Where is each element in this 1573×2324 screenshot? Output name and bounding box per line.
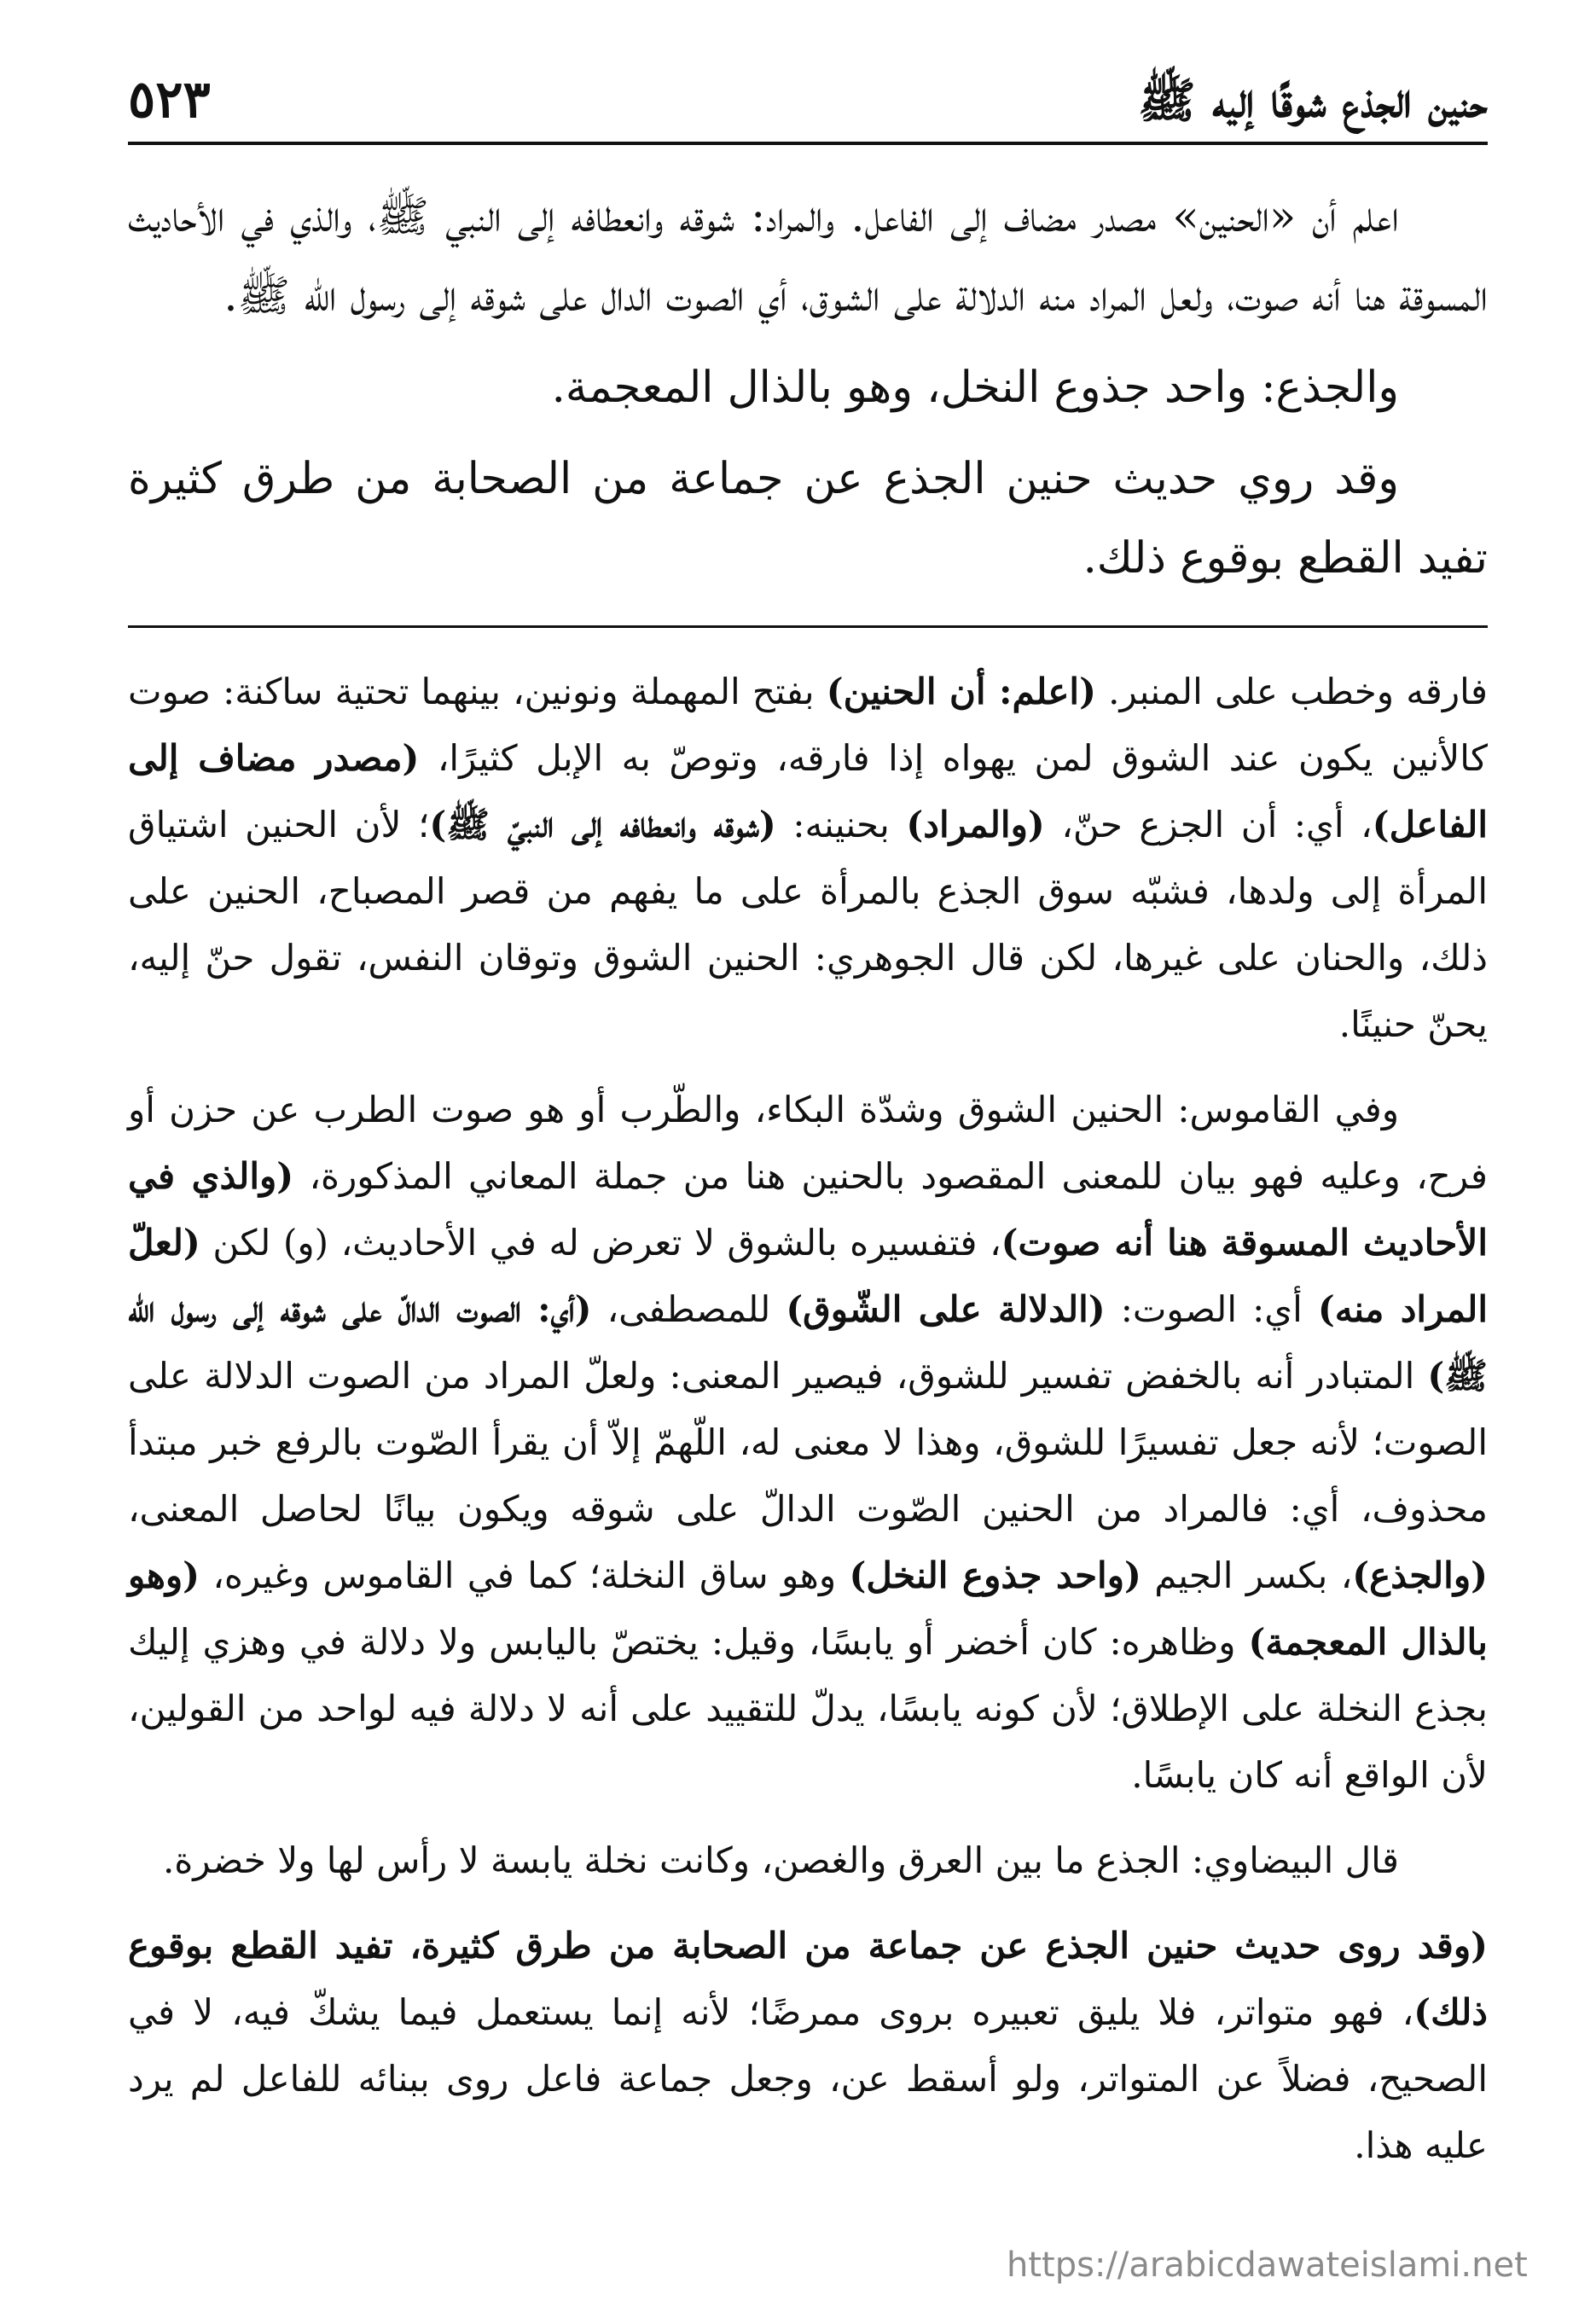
commentary-text: بحنينه: xyxy=(775,804,907,845)
commentary-text: وهو ساق النخلة؛ كما في القاموس وغيره، xyxy=(200,1554,850,1596)
commentary-paragraph xyxy=(128,1913,1488,2179)
commentary-text: فارقه وخطب على المنبر. xyxy=(1095,671,1488,712)
commentary-text: بفتح المهملة ونونين، بينهما تحتية ساكنة: صوت كالأنين يكون عند الشوق لمن يهواه إذا فارقه، وتوصّ به الإبل كثيرًا، xyxy=(128,671,1488,779)
quoted-phrase: (وهو بالذال المعجمة) xyxy=(128,1554,1488,1663)
book-page xyxy=(128,60,1488,2324)
commentary-text: ، أي: أن الجزع حنّ، xyxy=(1044,804,1373,845)
commentary-text: ؛ لأن الحنين اشتياق المرأة إلى ولدها، فشبّه سوق الجذع بالمرأة على ما يفهم من قصر المصباح، الحنين على ذلك، والحنان على غيرها، لكن قال الجوهري: الحنين الشوق وتوقان النفس، تقول حنّ إليه، يحنّ حنينًا. xyxy=(128,804,1488,1045)
commentary-text: ، بكسر الجيم xyxy=(1141,1554,1353,1596)
quoted-phrase: (والجذع) xyxy=(1352,1554,1489,1596)
quoted-phrase: (أي: الصوت الدالّ على شوقه إلى رسول الله ﷺ) xyxy=(128,1288,1488,1397)
quoted-phrase: (والمراد) xyxy=(906,804,1045,845)
page-number: ٥٢٣ xyxy=(128,70,211,130)
quoted-phrase: (واحد جذوع النخل) xyxy=(849,1554,1141,1596)
commentary-text: أي: الصوت: xyxy=(1105,1288,1318,1330)
commentary-text: وفي القاموس: الحنين الشوق وشدّة البكاء، والطّرب أو هو صوت الطرب عن حزن أو فرح، وعليه فهو بيان للمعنى المقصود بالحنين هنا من جملة المعاني المذكورة، xyxy=(128,1089,1488,1197)
commentary-paragraph xyxy=(128,659,1488,1058)
quoted-phrase: (مصدر مضاف إلى الفاعل) xyxy=(128,737,1488,845)
commentary-text: ، فتفسيره بالشوق لا تعرض له في الأحاديث، (و) لكن xyxy=(200,1222,1001,1264)
watermark-url: https://arabicdawateislami.net xyxy=(1007,2246,1528,2285)
running-header xyxy=(128,60,1488,145)
commentary-text: ، فهو متواتر، فلا يليق تعبيره بروى ممرضًا؛ لأنه إنما يستعمل فيما يشكّ فيه، لا في الصحيح، فضلاً عن المتواتر، ولو أسقط عن، وجعل جماعة فاعل روى ببنائه للفاعل لم يرد عليه هذا. xyxy=(128,1991,1488,2166)
main-text-paragraph: اعلم أن «الحنين» مصدر مضاف إلى الفاعل. والمراد: شوقه وانعطافه إلى النبي ﷺ، والذي في الأحاديث المسوقة هنا أنه صوت، ولعل المراد منه الدلالة على الشوق، أي الصوت الدال على شوقه إلى رسول الله ﷺ. xyxy=(128,192,1488,322)
quoted-phrase: (اعلم: أن الحنين) xyxy=(826,671,1096,712)
commentary xyxy=(128,659,1488,2179)
commentary-text: وظاهره: كان أخضر أو يابسًا، وقيل: يختصّ باليابس ولا دلالة في وهزي إليك بجذع النخلة على الإطلاق؛ لأن كونه يابسًا، يدلّ للتقييد على أنه لا دلالة فيه لواحد من القولين، لأن الواقع أنه كان يابسًا. xyxy=(128,1621,1488,1796)
quoted-phrase: (الدلالة على الشّوق) xyxy=(786,1288,1106,1330)
running-title: حنين الجذع شوقًا إليه ﷺ xyxy=(1138,73,1488,129)
main-text xyxy=(128,177,1488,598)
commentary-paragraph xyxy=(128,1077,1488,1809)
commentary-paragraph: قال البيضاوي: الجذع ما بين العرق والغصن، وكانت نخلة يابسة لا رأس لها ولا خضرة. xyxy=(162,1839,1399,1881)
main-text-paragraph: وقد روي حديث حنين الجذع عن جماعة من الصحابة من طرق كثيرة تفيد القطع بوقوع ذلك. xyxy=(128,454,1488,584)
quoted-phrase: (والذي في الأحاديث المسوقة هنا أنه صوت) xyxy=(128,1155,1488,1264)
main-text-paragraph: والجذع: واحد جذوع النخل، وهو بالذال المعجمة. xyxy=(551,363,1399,413)
commentary-text: المتبادر أنه بالخفض تفسير للشوق، فيصير المعنى: ولعلّ المراد من الصوت الدلالة على الصوت؛ لأنه جعل تفسيرًا للشوق، وهذا لا معنى له، اللّهمّ إلاّ أن يقرأ الصّوت بالرفع خبر مبتدأ محذوف، أي: فالمراد من الحنين الصّوت الدالّ على شوقه ويكون بيانًا لحاصل المعنى، xyxy=(128,1355,1488,1530)
commentary-text: للمصطفى، xyxy=(591,1288,786,1330)
commentary-separator xyxy=(128,625,1488,628)
quoted-phrase: (لعلّ المراد منه) xyxy=(128,1222,1489,1330)
quoted-phrase: (وقد روى حديث حنين الجذع عن جماعة من الصحابة من طرق كثيرة، تفيد القطع بوقوع ذلك) xyxy=(128,1925,1488,2033)
quoted-phrase: (شوقه وانعطافه إلى النبيّ ﷺ) xyxy=(429,804,776,845)
